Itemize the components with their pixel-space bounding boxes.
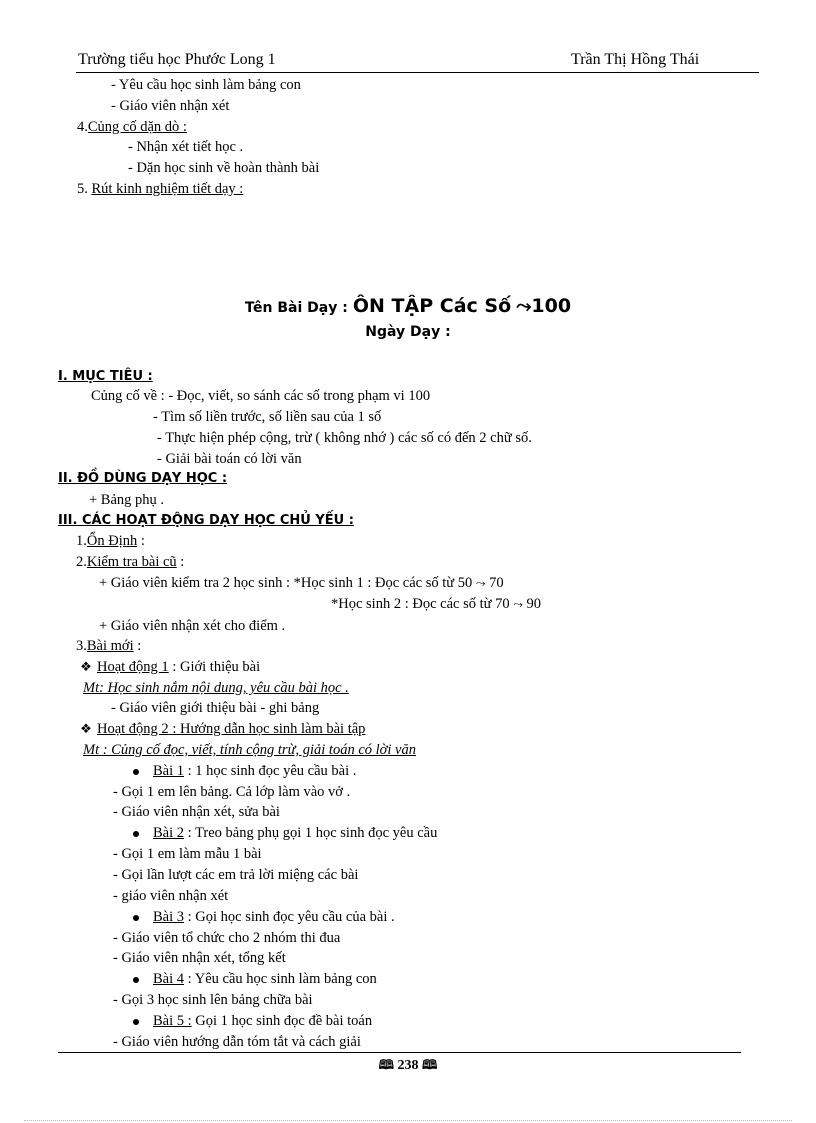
on-dinh-number: 1. [76,533,87,549]
line-bang-phu: + Bảng phụ . [89,492,165,508]
exercise-5 [133,1012,372,1030]
line-goi-len-bang: - Gọi 1 em lên bảng. Cả lớp làm vào vở . [113,784,351,800]
exercise-3-label: Bài 3 [153,909,185,925]
page-edge [24,1120,792,1121]
header-school: Trường tiểu học Phước Long 1 [78,51,276,68]
exercise-4 [133,970,377,988]
line-thuc-hien: - Thực hiện phép cộng, trừ ( không nhớ ) các số có đến 2 chữ số. [157,430,532,446]
line-giai-toan: - Giải bài toán có lời văn [157,451,302,467]
rut-kinh-nghiem-label: Rút kinh nghiệm tiết dạy : [91,181,244,197]
line-tra-loi-mieng: - Gọi lần lượt các em trả lời miệng các bài [113,867,359,883]
section-rut-kinh-nghiem [77,180,243,198]
page-number: 238 [397,1058,419,1073]
book-icon: 🕮 [378,1058,394,1073]
line-gv-nhan-xet-2: - giáo viên nhận xét [113,888,229,904]
kiem-tra-label: Kiểm tra bài cũ [86,554,177,570]
exercise-2-tail: : Treo bảng phụ gọi 1 học sinh đọc yêu cầu [184,825,438,841]
cung-co-number: 4. [77,119,88,135]
kiem-tra-hs1-end: 70 [489,575,504,591]
swirl-tilde-icon: ⤳ [475,576,486,590]
footer-rule [58,1052,741,1053]
on-dinh-tail: : [137,533,145,549]
exercise-5-label: Bài 5 : [153,1013,192,1029]
section-bai-moi [76,637,141,655]
activity-1 [79,658,260,677]
objective-2: Mt : Củng cố đọc, viết, tính cộng trừ, giải toán có lời văn [83,742,416,758]
bullet-dot-icon [133,769,139,775]
kiem-tra-hs1-text: + Giáo viên kiểm tra 2 học sinh : *Học sinh 1 : Đọc các số từ 50 [99,575,473,591]
heading-hoat-dong: III. CÁC HOẠT ĐỘNG DẠY HỌC CHỦ YẾU : [58,513,354,528]
line-kiem-tra-hs1 [99,574,504,592]
exercise-1-tail: : 1 học sinh đọc yêu cầu bài . [184,763,357,779]
section-on-dinh [76,532,145,550]
exercise-3 [133,908,395,926]
kiem-tra-tail: : [176,554,185,570]
rut-kinh-nghiem-number: 5. [77,181,92,197]
line-sua-bai: - Giáo viên nhận xét, sửa bài [113,804,280,820]
line-gv-nhan-xet: - Giáo viên nhận xét [111,98,230,114]
bai-moi-number: 3. [76,638,87,654]
diamond-bullet-icon: ❖ [80,660,92,675]
heading-muc-tieu: I. MỤC TIÊU : [58,369,153,384]
header-rule [76,72,759,73]
line-tong-ket: - Giáo viên nhận xét, tổng kết [113,950,286,966]
section-kiem-tra [76,553,184,571]
line-cho-diem: + Giáo viên nhận xét cho điểm . [99,618,286,634]
bai-moi-label: Bài mới [86,638,134,654]
lesson-name: ÔN TẬP Các Số [352,295,512,317]
book-icon: 🕮 [422,1058,438,1073]
section-cung-co [77,118,187,136]
exercise-2 [133,824,437,842]
line-chua-bai: - Gọi 3 học sinh lên bảng chữa bài [113,992,313,1008]
activity-1-tail: : Giới thiệu bài [168,659,261,675]
lesson-prefix: Tên Bài Dạy : [244,300,348,316]
on-dinh-label: Ổn Định [86,533,138,549]
line-cung-co-ve: Củng cố về : - Đọc, viết, so sánh các số trong phạm vi 100 [91,388,431,404]
page-footer [0,1056,816,1078]
kiem-tra-number: 2. [76,554,87,570]
exercise-3-tail: : Gọi học sinh đọc yêu cầu của bài . [184,909,395,925]
cung-co-label: Củng cố dặn dò : [87,119,187,135]
diamond-bullet-icon: ❖ [80,722,92,737]
bai-moi-tail: : [133,638,142,654]
header-teacher: Trần Thị Hồng Thái [571,51,700,68]
exercise-1 [133,762,356,780]
line-thi-dua: - Giáo viên tổ chức cho 2 nhóm thi đua [113,930,341,946]
line-tom-tat: - Giáo viên hướng dẫn tóm tắt và cách giải [113,1034,361,1050]
swirl-tilde-icon: ⤳ [516,295,532,317]
bullet-dot-icon [133,915,139,921]
line-dan-hoc-sinh: - Dặn học sinh về hoàn thành bài [128,160,320,176]
line-tim-so: - Tìm số liền trước, số liền sau của 1 số [153,409,382,425]
activity-2 [79,720,365,739]
kiem-tra-hs2-end: 90 [526,596,541,612]
activity-1-label: Hoạt động 1 [97,659,169,675]
objective-1: Mt: Học sinh nắm nội dung, yêu cầu bài học . [83,680,349,696]
lesson-date: Ngày Dạy : [365,324,451,340]
exercise-4-tail: : Yêu cầu học sinh làm bảng con [184,971,377,987]
activity-2-tail: : Hướng dẫn học sinh làm bài tập [168,721,366,737]
line-gv-gioi-thieu: - Giáo viên giới thiệu bài - ghi bảng [111,700,320,716]
bullet-dot-icon [133,831,139,837]
exercise-1-label: Bài 1 [153,763,185,779]
exercise-5-tail: Gọi 1 học sinh đọc đề bài toán [191,1013,373,1029]
lesson-limit: 100 [531,295,572,317]
activity-2-label: Hoạt động 2 [97,721,169,737]
heading-do-dung: II. ĐỒ DÙNG DẠY HỌC : [58,471,228,486]
kiem-tra-hs2-text: *Học sinh 2 : Đọc các số từ 70 [331,596,510,612]
line-lam-mau: - Gọi 1 em làm mẫu 1 bài [113,846,262,862]
bullet-dot-icon [133,1019,139,1025]
exercise-2-label: Bài 2 [153,825,185,841]
exercise-4-label: Bài 4 [153,971,185,987]
line-nhan-xet-tiet: - Nhận xét tiết học . [128,139,244,155]
line-yeu-cau: - Yêu cầu học sinh làm bảng con [111,77,301,93]
lesson-title [0,295,816,317]
swirl-tilde-icon: ⤳ [513,597,523,611]
bullet-dot-icon [133,977,139,983]
line-kiem-tra-hs2 [331,595,541,613]
